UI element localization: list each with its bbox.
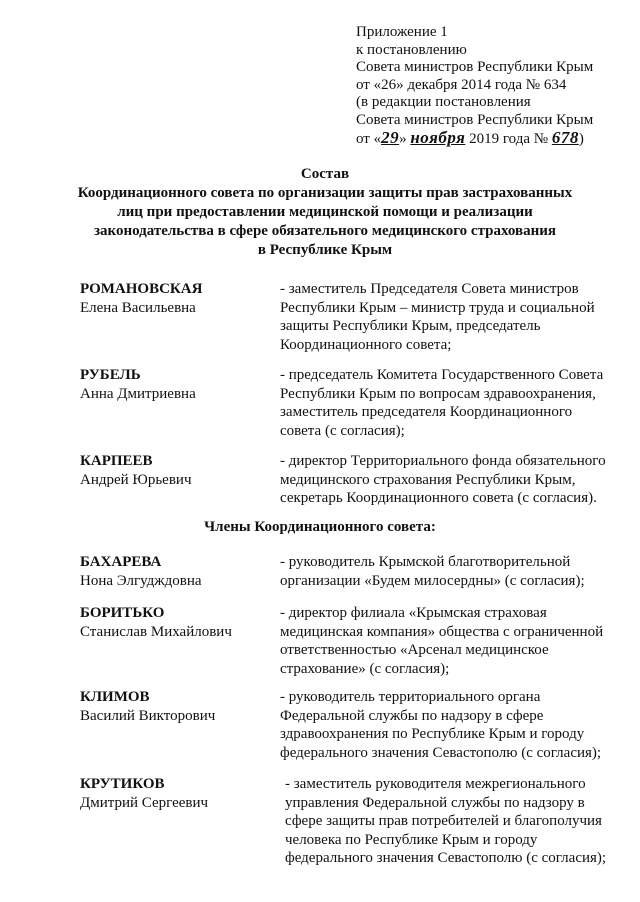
member-surname: КЛИМОВ bbox=[80, 689, 150, 705]
member-given-name: Нона Элгудждовна bbox=[80, 572, 202, 589]
member-role: - руководитель территориального органа Федеральной службы по надзору в сфере здравоохранения по Республике Крым и городу федерального значения Севастополю (с согласия); bbox=[280, 689, 602, 761]
member-name bbox=[80, 688, 270, 725]
member-given-name: Василий Викторович bbox=[80, 707, 216, 724]
annex-line: Приложение 1 bbox=[356, 24, 448, 40]
member-surname: РОМАНОВСКАЯ bbox=[80, 281, 203, 297]
member-surname: БОРИТЬКО bbox=[80, 605, 165, 621]
member-role: - председатель Комитета Государственного Совета Республики Крым по вопросам здравоохранения, заместитель председателя Координационного совета (с согласия); bbox=[280, 367, 604, 439]
annex-line: (в редакции постановления bbox=[356, 94, 531, 110]
member-given-name: Станислав Михайлович bbox=[80, 623, 232, 640]
member-name bbox=[80, 553, 270, 590]
member-role: - директор филиала «Крымская страховая медицинская компания» общества с ограниченной ответственностью «Арсенал медицинское страхование» (с согласия); bbox=[280, 605, 604, 677]
member-name bbox=[80, 280, 270, 317]
member-name bbox=[80, 452, 270, 489]
title-line: Координационного совета по организации защиты прав застрахованных bbox=[77, 185, 573, 201]
member-name bbox=[80, 604, 270, 641]
document-title bbox=[40, 165, 610, 260]
annex-line: Совета министров Республики Крым bbox=[356, 111, 594, 128]
member-given-name: Дмитрий Сергеевич bbox=[80, 794, 209, 811]
member-surname: КАРПЕЕВ bbox=[80, 453, 153, 469]
member-role: - заместитель Председателя Совета министров Республики Крым – министр труда и социальной защиты Республики Крым, председатель Координационного совета; bbox=[280, 281, 595, 353]
member-role: - заместитель руководителя межрегионального управления Федеральной службы по надзору в сфере защиты прав потребителей и благополучия человека по Республике Крым и городу федерального значения Севастополю (с согласия); bbox=[285, 776, 607, 866]
member-given-name: Анна Дмитриевна bbox=[80, 385, 196, 402]
title-line: лиц при предоставлении медицинской помощи и реализации bbox=[117, 204, 533, 220]
annex-line: Совета министров Республики Крым bbox=[356, 59, 594, 75]
handwritten-month: ноября bbox=[410, 128, 466, 147]
member-role: - руководитель Крымской благотворительной организации «Будем милосердны» (с согласия); bbox=[280, 554, 585, 589]
title-line: в Республике Крым bbox=[257, 242, 393, 258]
member-role: - директор Территориального фонда обязательного медицинского страхования Республики Крым, секретарь Координационного совета (с согласия). bbox=[280, 453, 606, 506]
member-given-name: Елена Васильевна bbox=[80, 299, 196, 316]
title-line: Состав bbox=[300, 166, 350, 182]
member-surname: БАХАРЕВА bbox=[80, 554, 162, 570]
annex-line: к постановлению bbox=[356, 41, 467, 58]
title-line: законодательства в сфере обязательного медицинского страхования bbox=[93, 223, 557, 239]
annex-line: от «26» декабря 2014 года № 634 bbox=[356, 76, 567, 93]
annex-header bbox=[356, 24, 616, 149]
member-name bbox=[80, 366, 270, 403]
handwritten-number: 678 bbox=[551, 128, 579, 147]
members-heading: Члены Координационного совета: bbox=[204, 519, 436, 535]
member-surname: КРУТИКОВ bbox=[80, 776, 165, 792]
member-given-name: Андрей Юрьевич bbox=[80, 471, 192, 488]
member-name bbox=[80, 775, 270, 812]
annex-amendment-date: от «29» ноября 2019 года № 678) bbox=[356, 128, 584, 147]
handwritten-day: 29 bbox=[381, 128, 400, 147]
member-surname: РУБЕЛЬ bbox=[80, 367, 141, 383]
